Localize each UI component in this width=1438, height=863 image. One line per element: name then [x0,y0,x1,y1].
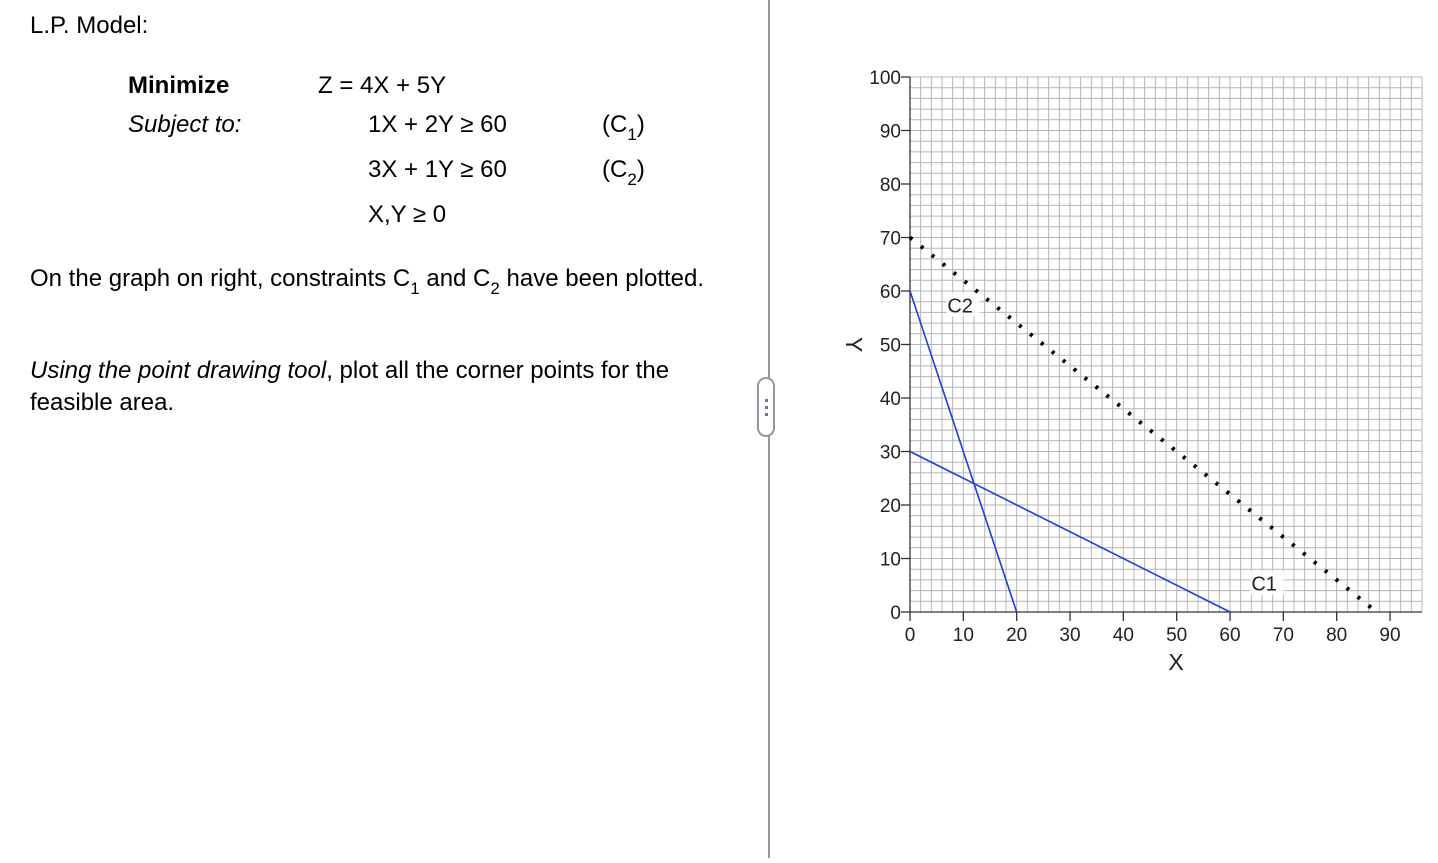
x-tick-label: 70 [1272,625,1294,646]
x-tick-label: 20 [1006,625,1028,646]
constraint-label-c2: C2 [947,295,973,318]
graph-area[interactable] [771,0,1438,863]
subject-to-label: Subject to: [128,111,242,138]
x-tick-label: 50 [1166,625,1188,646]
instruction-paragraph-2: Using the point drawing tool, plot all the corner points for the feasible area. [30,357,670,416]
y-tick-label: 10 [879,549,901,571]
constraint-1-expr: 1X + 2Y ≥ 60 [368,111,507,138]
instruction-paragraph-1: On the graph on right, constraints $C_1$ and $C_2$ have been plotted. [30,265,705,298]
constraint-line-guide [910,238,1377,613]
y-tick-label: 60 [879,282,901,303]
y-tick-label: 0 [890,603,901,624]
y-tick-label: 100 [869,68,901,89]
y-tick-label: 90 [879,121,901,143]
y-axis-label: Y [841,336,867,353]
model-heading: L.P. Model: [30,12,149,39]
y-tick-label: 30 [879,442,901,464]
nonnegativity-constraint: X,Y ≥ 0 [368,201,447,228]
y-tick-label: 20 [879,496,901,517]
objective-label: Minimize [128,72,230,99]
y-tick-label: 40 [879,389,901,410]
constraint-graph[interactable] [771,0,1438,858]
graph-pane [771,0,1438,858]
constraint-2-tag: $(C_2)$ [602,156,645,189]
x-axis-label: X [1168,649,1184,675]
constraint-1-tag: $(C_1)$ [602,111,645,144]
x-tick-label: 60 [1219,625,1241,646]
y-tick-label: 70 [879,228,901,250]
y-tick-label: 80 [879,175,901,196]
x-tick-label: 40 [1112,625,1134,646]
objective-function: Z = 4X + 5Y [318,72,447,99]
x-tick-label: 80 [1326,625,1348,646]
x-tick-label: 90 [1379,625,1401,646]
constraint-2-expr: 3X + 1Y ≥ 60 [368,156,507,183]
constraint-label-c1: C1 [1251,573,1277,596]
x-tick-label: 0 [904,625,916,646]
x-tick-label: 30 [1059,625,1081,646]
y-tick-label: 50 [879,335,901,357]
x-tick-label: 10 [952,625,974,646]
